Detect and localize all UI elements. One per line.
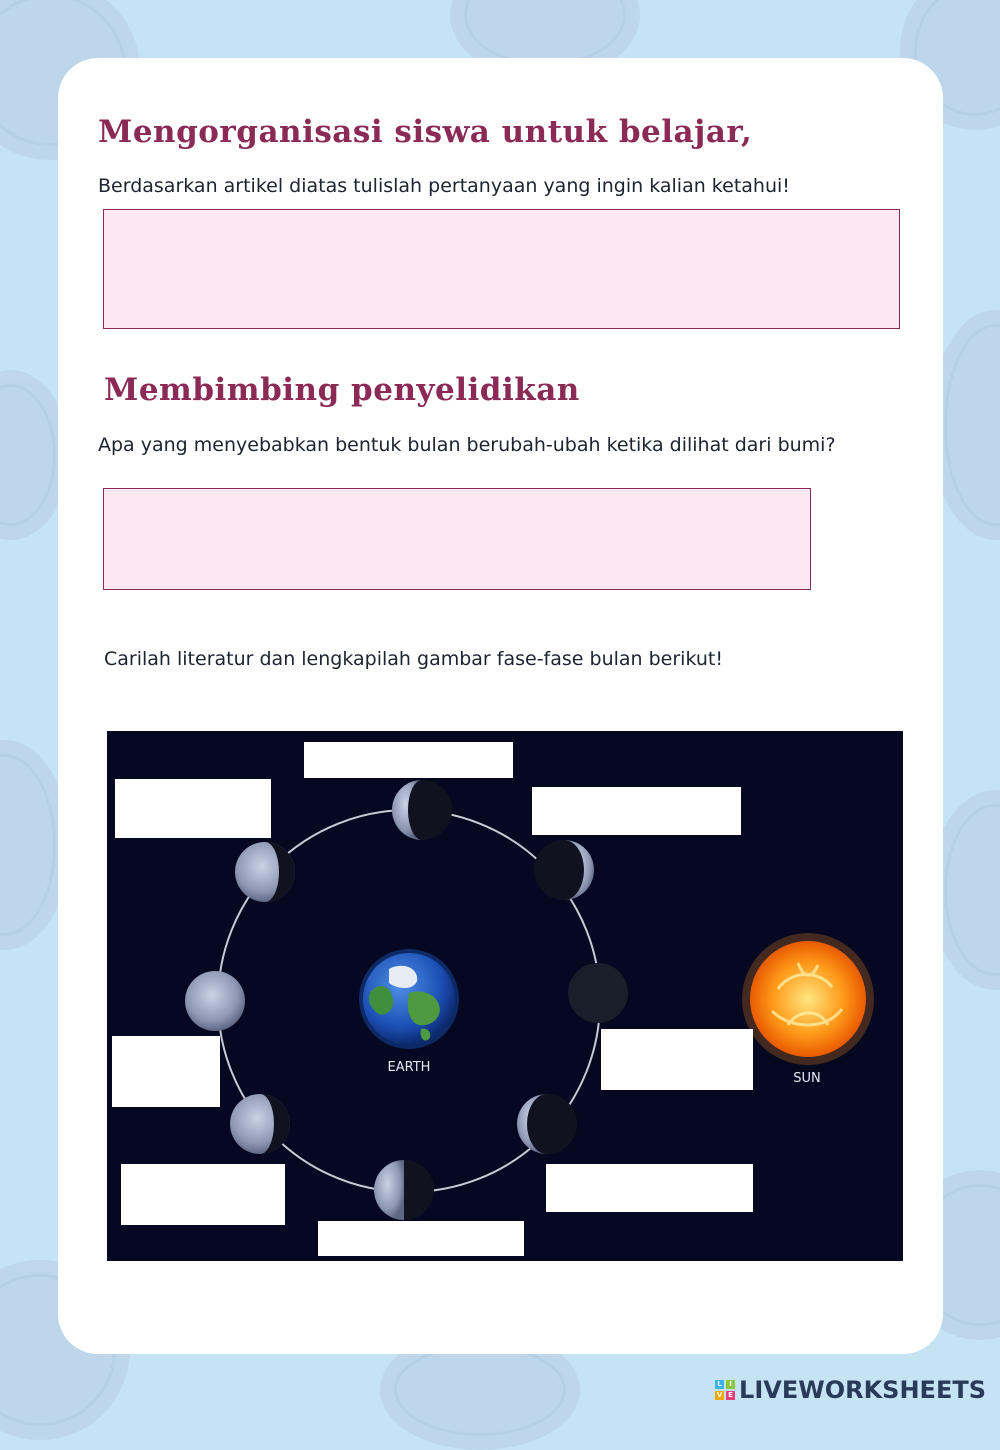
brand-name: LIVEWORKSHEETS [739,1376,986,1404]
moon-icon [230,1094,290,1154]
logo-letter: I [726,1380,735,1389]
moon-icon [235,842,295,902]
phase-label-box-top[interactable] [304,742,513,778]
phase-label-box-top-left[interactable] [115,779,271,838]
earth-label: EARTH [387,1060,431,1075]
sun-icon [742,933,874,1065]
phase-label-box-top-right[interactable] [532,787,741,835]
moon-icon [517,1094,577,1154]
moon-icon [534,840,594,900]
question-prompt-3: Carilah literatur dan lengkapilah gambar fase-fase bulan berikut! [104,648,723,670]
phase-label-box-right[interactable] [601,1029,753,1090]
phase-label-box-left[interactable] [112,1036,220,1107]
phase-label-box-bottom-left[interactable] [121,1164,285,1225]
liveworksheets-brand[interactable] [715,1376,986,1404]
logo-letter: E [726,1391,735,1400]
logo-letter: V [716,1391,723,1399]
answer-input-moon-phase-cause[interactable] [103,488,811,590]
phase-label-box-bottom-right[interactable] [546,1164,753,1212]
earth-icon [359,949,459,1049]
moon-icon [392,780,452,840]
liveworksheets-logo-icon [715,1380,735,1400]
moon-icon [568,963,628,1023]
section-heading-investigate: Membimbing penyelidikan [104,372,580,408]
question-prompt-1: Berdasarkan artikel diatas tulislah pertanyaan yang ingin kalian ketahui! [98,175,790,197]
phase-label-box-bottom[interactable] [318,1221,524,1256]
moon-phase-diagram [107,731,903,1261]
logo-letter: L [715,1380,724,1389]
sun-label: SUN [793,1071,821,1086]
section-heading-organize: Mengorganisasi siswa untuk belajar, [98,114,753,150]
moon-icon [185,971,245,1031]
question-prompt-2: Apa yang menyebabkan bentuk bulan berubah-ubah ketika dilihat dari bumi? [98,434,836,456]
answer-input-question[interactable] [103,209,900,329]
moon-icon [374,1160,434,1220]
